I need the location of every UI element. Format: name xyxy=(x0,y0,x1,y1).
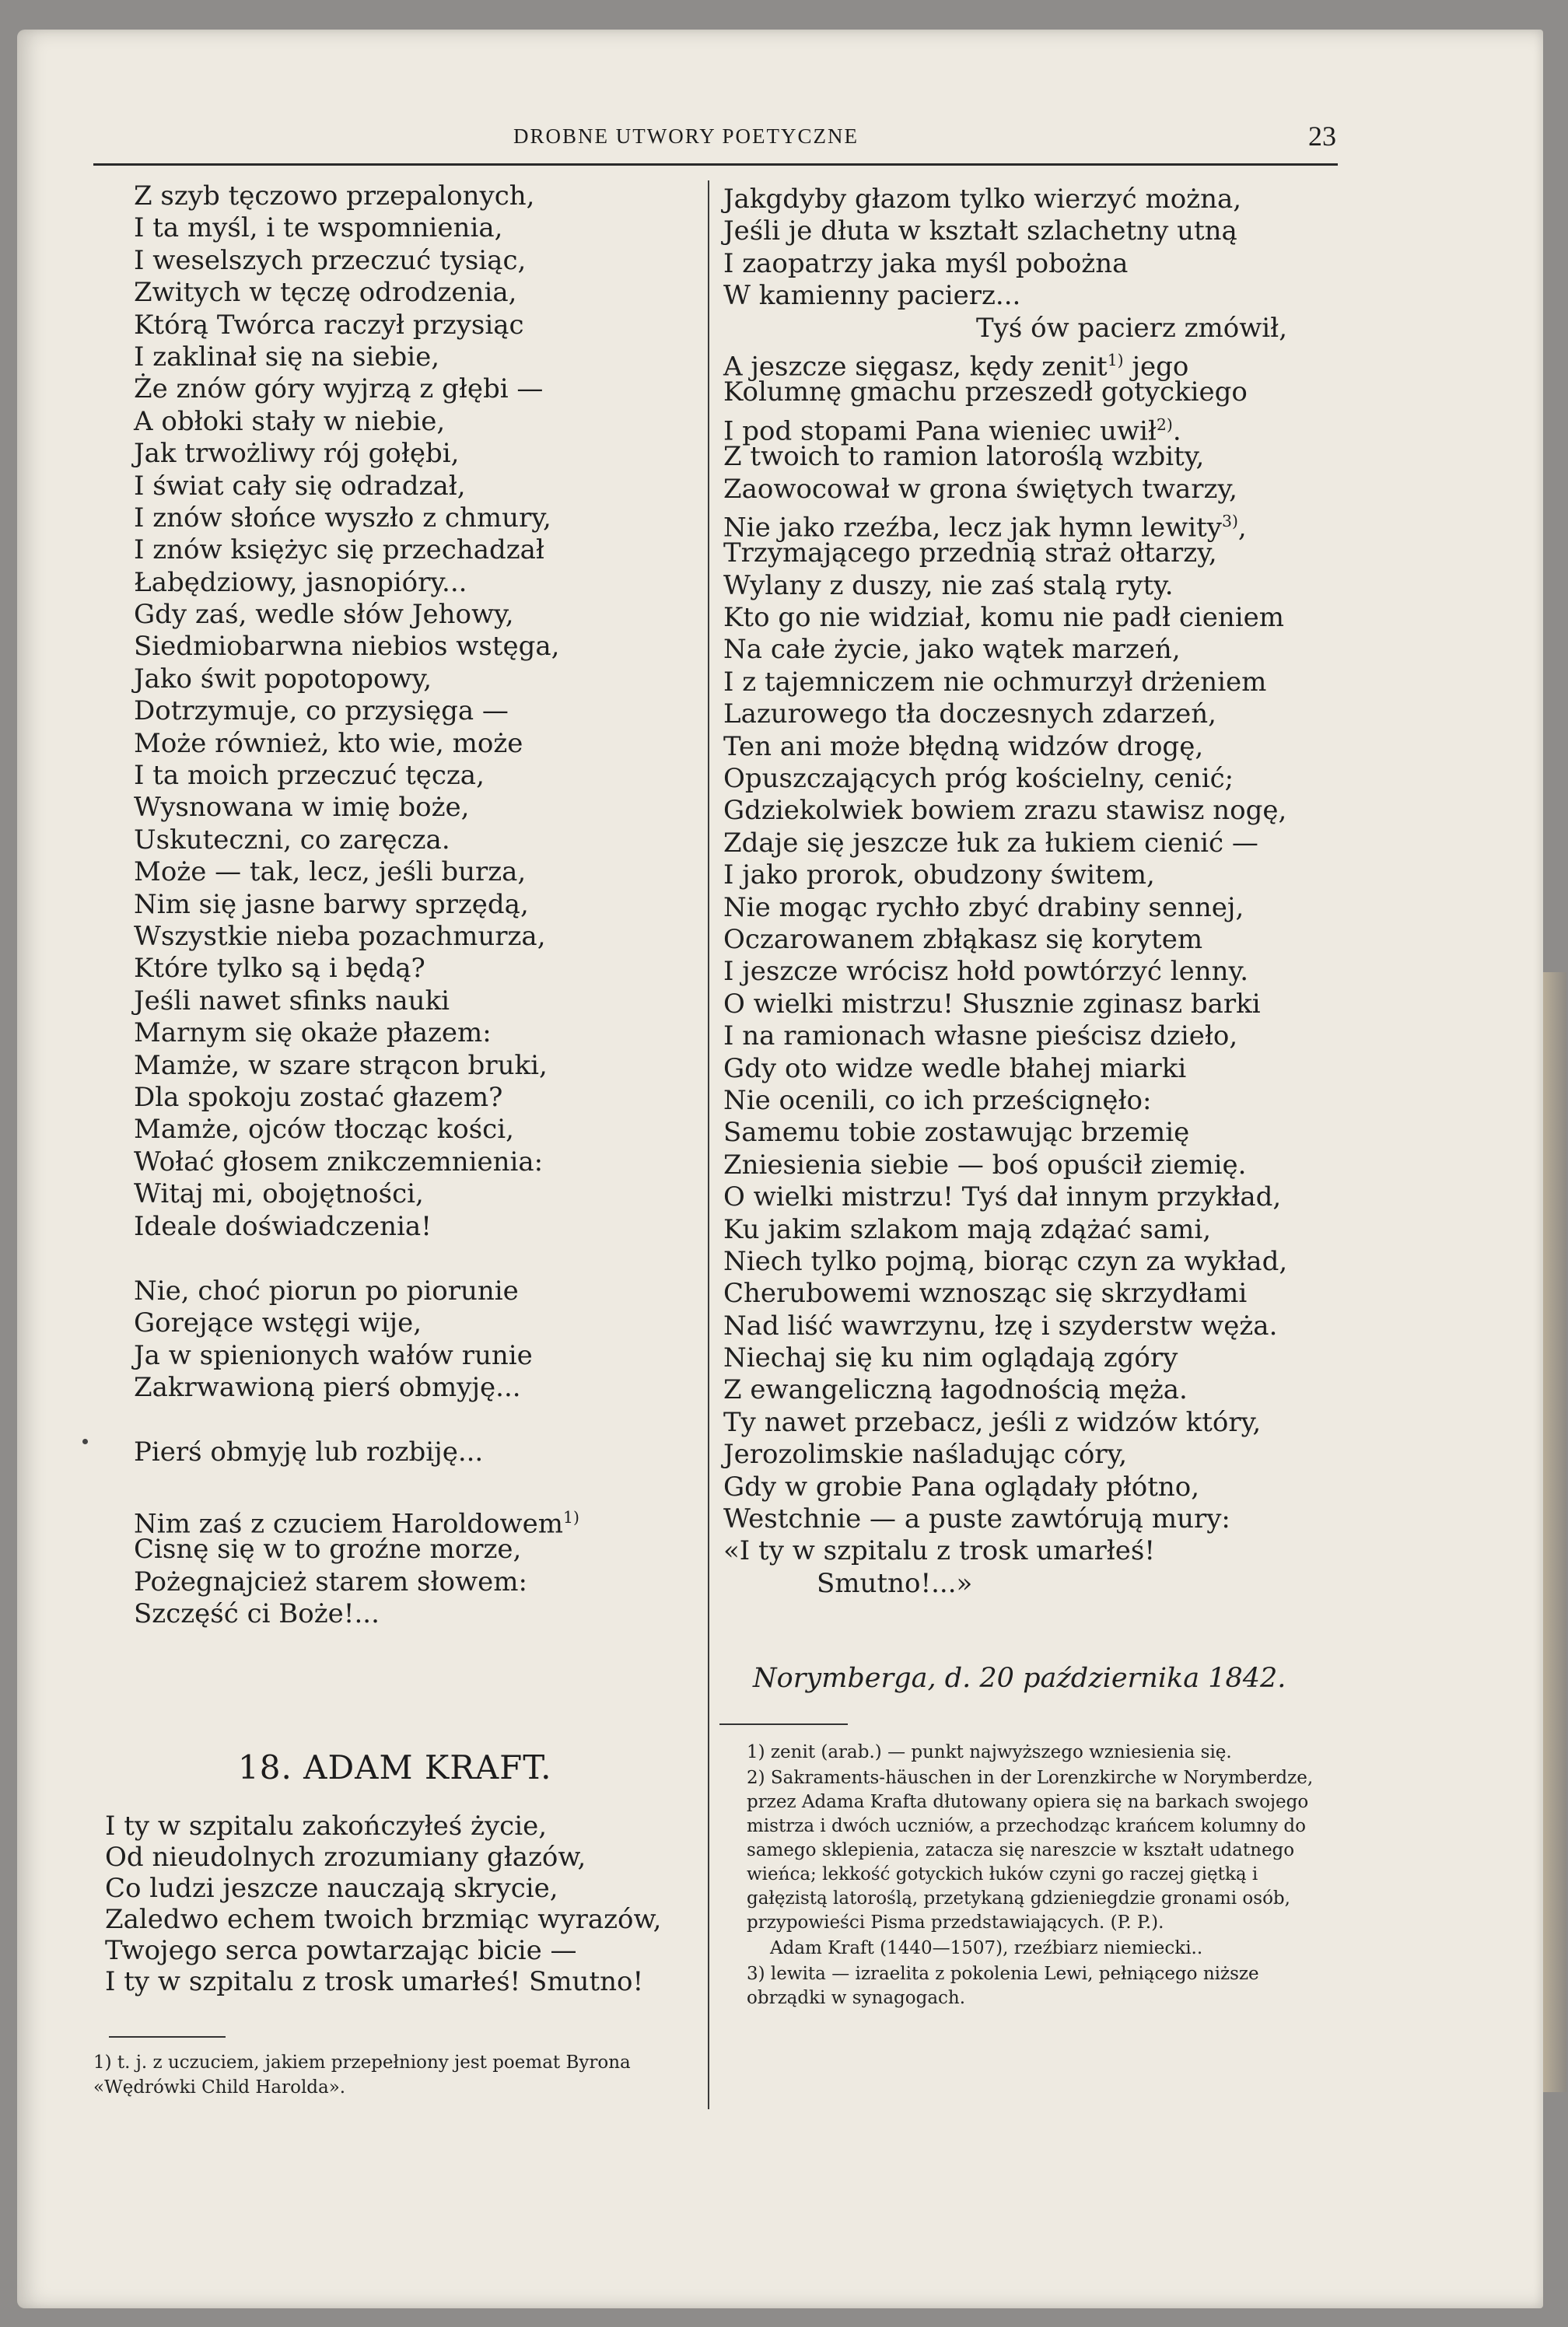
poem-line: A jeszcze sięgasz, kędy zenit$^{1)}$ jego xyxy=(723,350,1189,383)
poem-line: I pod stopami Pana wieniec uwił$^{2)}$. xyxy=(723,415,1181,447)
poem-line: Zakrwawioną pierś obmyję... xyxy=(134,1372,521,1404)
poem-line: Ten ani może błędną widzów drogę, xyxy=(723,730,1204,762)
adam-kraft-poem-start xyxy=(105,1811,704,1997)
poem-line: Nad liść wawrzynu, łzę i szyderstw węża. xyxy=(723,1310,1278,1342)
poem-line: Witaj mi, obojętności, xyxy=(134,1178,424,1210)
poem-line: Ku jakim szlakom mają zdążać sami, xyxy=(723,1213,1212,1245)
poem-line: I jako prorok, obudzony świtem, xyxy=(723,859,1155,891)
stanza-1 xyxy=(134,180,694,1243)
poem-line: Z twoich to ramion latoroślą wzbity, xyxy=(723,441,1205,473)
column-rule xyxy=(708,180,709,2109)
poem-line: Pierś obmyję lub rozbiję... xyxy=(134,1436,484,1468)
stanza-3 xyxy=(134,1436,694,1468)
poem-line: Od nieudolnych zrozumiany głazów, xyxy=(105,1842,586,1873)
poem-line: Szczęść ci Boże!... xyxy=(134,1598,380,1630)
poem-line: Samemu tobie zostawując brzemię xyxy=(723,1117,1190,1149)
poem-line: Marnym się okaże płazem: xyxy=(134,1017,492,1049)
poem-line: I na ramionach własne pieścisz dzieło, xyxy=(723,1020,1238,1052)
poem-line: Cherubowemi wznosząc się skrzydłami xyxy=(723,1278,1248,1310)
poem-line: I jeszcze wrócisz hołd powtórzyć lenny. xyxy=(723,956,1249,988)
footnote-rule-right xyxy=(719,1723,848,1725)
poem-line: O wielki mistrzu! Słusznie zginasz barki xyxy=(723,988,1261,1020)
right-column xyxy=(723,184,1330,1600)
poem-line: Gdy oto widze wedle błahej miarki xyxy=(723,1052,1187,1084)
poem-line: Jeśli je dłuta w kształt szlachetny utną xyxy=(723,215,1237,247)
poem-line: Jeśli nawet sfinks nauki xyxy=(134,985,450,1017)
poem-line: Oczarowanem zbłąkasz się korytem xyxy=(723,923,1203,955)
poem-line: Nie, choć piorun po piorunie xyxy=(134,1275,519,1307)
poem-line: Łabędziowy, jasnopióry... xyxy=(134,566,467,598)
poem-line: Gdy zaś, wedle słów Jehowy, xyxy=(134,599,514,631)
poem-line: Westchnie — a puste zawtórują mury: xyxy=(723,1503,1230,1535)
poem-line: Nim się jasne barwy sprzędą, xyxy=(134,888,529,920)
poem-line: Które tylko są i będą? xyxy=(134,953,425,985)
right-lines-a xyxy=(723,184,1330,313)
right-lines-f xyxy=(723,537,1330,1568)
footnote-left-text: 1) t. j. z uczuciem, jakiem przepełniony jest poemat Byrona «Wędrówki Child Harolda». xyxy=(93,2052,631,2098)
poem-line: Wysnowana w imię boże, xyxy=(134,792,470,824)
footnote-rule-left xyxy=(109,2036,226,2038)
poem-line: O wielki mistrzu! Tyś dał innym przykład, xyxy=(723,1181,1282,1213)
poem-line: Zaledwo echem twoich brzmiąc wyrazów, xyxy=(105,1904,662,1935)
poem-line: Smutno!...» xyxy=(817,1567,973,1599)
poem-line: I zaklinał się na siebie, xyxy=(134,341,440,373)
poem-line: Mamże, ojców tłocząc kości, xyxy=(134,1114,514,1146)
poem-line: Zniesienia siebie — boś opuścił ziemię. xyxy=(723,1149,1247,1181)
poem-line: Dotrzymuje, co przysięga — xyxy=(134,695,509,727)
poem-line: Ty nawet przebacz, jeśli z widzów który, xyxy=(723,1406,1262,1438)
footnote-text: 2) Sakraments-häuschen in der Lorenzkirche w Norymberdze, przez Adama Krafta dłutowany opiera się na barkach swojego mistrza i dwóch uczniów, a przechodząc krańcem kolumny do samego sklepienia, zatacza się nareszcie w kształt udatnego wieńca; lekkość gotyckich łuków czyni go raczej giętką i gałęzistą latoroślą, przetykaną gdzieniegdzie gronami osób, przypowieści Pisma przedstawiających. (P. P.). xyxy=(747,1768,1314,1933)
poem-line: Że znów góry wyjrzą z głębi — xyxy=(134,373,544,405)
ink-dot xyxy=(82,1439,88,1444)
poem-line: Pożegnajcież starem słowem: xyxy=(134,1566,527,1597)
poem-line: Ideale doświadczenia! xyxy=(134,1210,432,1242)
poem-line: I ta myśl, i te wspomnienia, xyxy=(134,212,503,244)
running-title: DROBNE UTWORY POETYCZNE xyxy=(513,124,859,148)
poem-line: Dla spokoju zostać głazem? xyxy=(134,1081,503,1113)
poem-line: Nie mogąc rychło zbyć drabiny sennej, xyxy=(723,891,1244,923)
poem-line: Niechaj się ku nim oglądają zgóry xyxy=(723,1342,1178,1374)
poem-line: Gorejące wstęgi wije, xyxy=(134,1307,422,1339)
poem-line: Mamże, w szare strącon bruki, xyxy=(134,1049,548,1081)
stanza-2 xyxy=(134,1275,694,1405)
poem-line: Kolumnę gmachu przeszedł gotyckiego xyxy=(723,376,1248,408)
poem-line: Cisnę się w to groźne morze, xyxy=(134,1534,522,1566)
poem-line: I ty w szpitalu zakończyłeś życie, xyxy=(105,1811,548,1842)
poem-line: Uskuteczni, co zaręcza. xyxy=(134,824,450,856)
poem-line: Może również, kto wie, może xyxy=(134,727,523,759)
poem-line: Lazurowego tła doczesnych zdarzeń, xyxy=(723,698,1216,730)
poem-line: Zdaje się jeszcze łuk za łukiem cienić — xyxy=(723,827,1258,859)
poem-line: Co ludzi jeszcze nauczają skrycie, xyxy=(105,1873,558,1904)
page-header xyxy=(93,117,1338,166)
poem-line: I znów słońce wyszło z chmury, xyxy=(134,502,551,534)
poem-line: W kamienny pacierz... xyxy=(723,280,1021,312)
poem-line: I ty w szpitalu z trosk umarłeś! Smutno! xyxy=(105,1966,644,1997)
footnote-left xyxy=(93,2050,692,2101)
poem-line: Wszystkie nieba pozachmurza, xyxy=(134,920,546,952)
poem-line: Którą Twórca raczył przysiąc xyxy=(134,309,524,341)
poem-line: I weselszych przeczuć tysiąc, xyxy=(134,244,527,276)
poem-line: Na całe życie, jako wątek marzeń, xyxy=(723,634,1181,666)
poem-line: Jerozolimskie naśladując córy, xyxy=(723,1439,1128,1471)
poem-line: Wylany z duszy, nie zaś stalą ryty. xyxy=(723,569,1174,601)
page-number: 23 xyxy=(1308,121,1336,152)
footnote-text: 3) lewita — izraelita z pokolenia Lewi, pełniącego niższe obrządki w synagogach. xyxy=(747,1964,1259,2008)
left-column xyxy=(134,180,694,1630)
poem-line: I ta moich przeczuć tęcza, xyxy=(134,760,485,792)
poem-line: I świat cały się odradzał, xyxy=(134,470,466,502)
poem-line: Jakgdyby głazom tylko wierzyć można, xyxy=(723,184,1242,215)
poem-line: Jako świt popotopowy, xyxy=(134,663,432,695)
poem-line: I znów księżyc się przechadzał xyxy=(134,534,544,566)
poem-line: Trzymającego przednią straż ołtarzy, xyxy=(723,537,1217,569)
poem-line: Gdziekolwiek bowiem zrazu stawisz nogę, xyxy=(723,795,1287,827)
footnote-text: 1) zenit (arab.) — punkt najwyższego wzniesienia się. xyxy=(747,1742,1232,1762)
section-title: 18. ADAM KRAFT. xyxy=(238,1748,552,1786)
right-lines-d xyxy=(723,441,1330,506)
poem-line: Zwitych w tęczę odrodzenia, xyxy=(134,277,517,309)
poem-line: I z tajemniczem nie ochmurzył drżeniem xyxy=(723,666,1267,698)
stanza-4 xyxy=(134,1502,694,1631)
poem-line: Tyś ów pacierz zmówił, xyxy=(976,312,1287,344)
page-edge xyxy=(1543,972,1566,2092)
poem-line: A obłoki stały w niebie, xyxy=(134,405,446,437)
poem-line: Nie jako rzeźba, lecz jak hymn lewity$^{3)}$, xyxy=(723,511,1247,544)
footnote-mark: 2) xyxy=(1156,415,1173,434)
poem-line: Kto go nie widział, komu nie padł cieniem xyxy=(723,602,1285,634)
poem-line: Z ewangeliczną łagodnością męża. xyxy=(723,1374,1188,1406)
poem-line: Nie ocenili, co ich prześcignęło: xyxy=(723,1084,1152,1116)
poem-line: Jak trwożliwy rój gołębi, xyxy=(134,438,460,470)
poem-line: Opuszczających próg kościelny, cenić; xyxy=(723,763,1234,795)
footnote-mark: 1) xyxy=(1107,350,1124,369)
poem-line: Siedmiobarwna niebios wstęga, xyxy=(134,631,560,663)
poem-line: Gdy w grobie Pana oglądały płótno, xyxy=(723,1471,1200,1503)
poem-line: Niech tylko pojmą, biorąc czyn za wykład, xyxy=(723,1245,1288,1277)
footnote-mark: 3) xyxy=(1221,511,1238,530)
poem-line: Twojego serca powtarzając bicie — xyxy=(105,1935,577,1966)
poem-line: I zaopatrzy jaka myśl pobożna xyxy=(723,247,1129,279)
poem-line: Nim zaś z czuciem Haroldowem$^{1)}$ xyxy=(134,1507,579,1540)
poem-line: Zaowocował w grona świętych twarzy, xyxy=(723,473,1237,505)
poem-line: Może — tak, lecz, jeśli burza, xyxy=(134,856,527,888)
poem-line: Z szyb tęczowo przepalonych, xyxy=(134,180,535,212)
signature-place-date: Norymberga, d. 20 października 1842. xyxy=(753,1663,1286,1694)
footnote-text: Adam Kraft (1440—1507), rzeźbiarz niemiecki.. xyxy=(770,1938,1203,1958)
footnote-mark: 1) xyxy=(563,1507,579,1527)
poem-line: Ja w spienionych wałów runie xyxy=(134,1339,533,1371)
poem-line: «I ty w szpitalu z trosk umarłeś! xyxy=(723,1535,1156,1567)
footnotes-right xyxy=(747,1741,1322,2012)
poem-line: Wołać głosem znikczemnienia: xyxy=(134,1146,544,1177)
